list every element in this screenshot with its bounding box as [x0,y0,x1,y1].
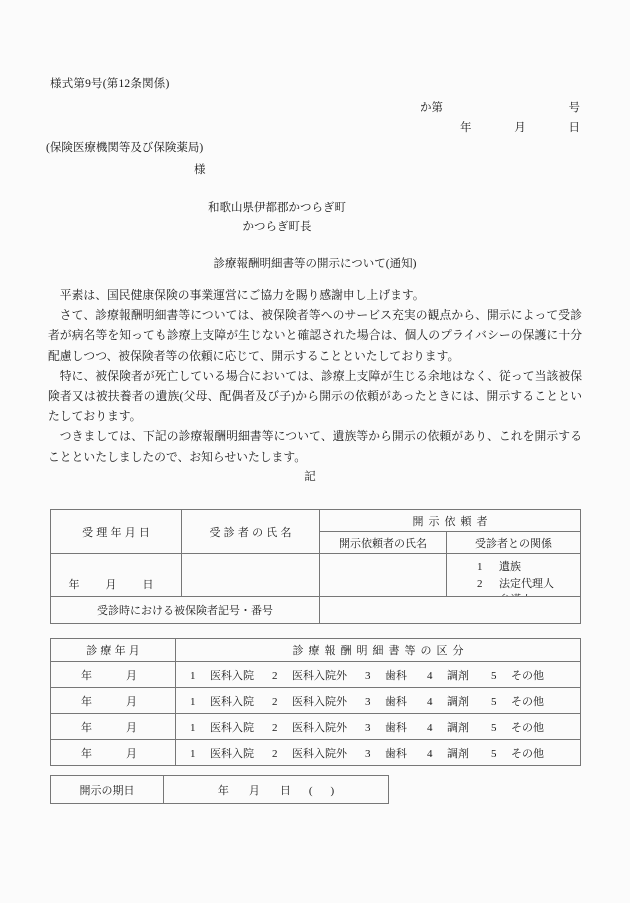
month-label: 月 [105,579,117,591]
claim-type-option[interactable]: 4 調剤 [427,747,469,760]
date-month-label: 月 [514,122,526,134]
document-date-line [460,119,580,135]
claim-type-option[interactable]: 3 歯科 [365,747,407,760]
treatment-month-input[interactable]: 年 月 [51,662,176,688]
table-row [51,740,581,766]
claim-type-option[interactable]: 3 歯科 [365,721,407,734]
treatment-month-input[interactable]: 年 月 [51,740,176,766]
treatment-month-input[interactable]: 年 月 [51,714,176,740]
table-row [51,776,389,804]
claim-type-option[interactable]: 4 調剤 [427,695,469,708]
body-paragraph: 特に、被保険者が死亡している場合においては、診療上支障が生じる余地はなく、従って当該被保険者又は被扶養者の遺族(父母、配偶者及び子)から開示の依頼があったときには、開示することといたしております。 [48,368,582,424]
notice-body [48,285,582,467]
header-requester-name: 開示依頼者の氏名 [320,532,447,554]
year-label: 年 [217,784,229,797]
claim-type-option[interactable]: 3 歯科 [365,695,407,708]
deadline-label: 開示の期日 [51,776,164,804]
claim-type-option[interactable]: 5 その他 [491,721,544,734]
claim-type-option[interactable]: 2 医科入院外 [272,747,347,760]
ki-marker: 記 [304,471,316,483]
relation-option[interactable]: 1 遺族 [477,561,521,574]
body-paragraph: つきましては、下記の診療報酬明細書等について、遺族等から開示の依頼があり、これを開示することといたしましたので、お知らせいたします。 [48,429,582,464]
claims-table [50,638,581,766]
relation-option[interactable]: 2 法定代理人 [477,577,554,590]
claim-type-options[interactable] [176,688,581,714]
insured-number-label: 受診時における被保険者記号・番号 [51,597,320,624]
document-number-prefix: か第 [420,102,443,114]
date-year-label: 年 [460,122,472,134]
insured-number-input[interactable] [320,597,581,624]
document-number-suffix: 号 [568,102,580,114]
claim-type-options[interactable] [176,662,581,688]
issuer-organization: 和歌山県伊都郡かつらぎ町 [208,202,346,214]
header-relation: 受診者との関係 [447,532,581,554]
claim-type-options[interactable] [176,740,581,766]
deadline-table [50,775,389,804]
body-paragraph: 平素は、国民健康保険の事業運営にご協力を賜り感謝申し上げます。 [59,288,425,302]
deadline-date-input[interactable] [164,776,389,804]
issuer-title: かつらぎ町長 [242,221,312,233]
claim-type-option[interactable]: 2 医科入院外 [272,721,347,734]
table-row [51,597,581,624]
month-label: 月 [248,784,260,797]
weekday-paren-open: ( [308,784,313,797]
notice-title: 診療報酬明細書等の開示について(通知) [213,258,417,270]
recipient-organization: (保険医療機関等及び保険薬局) [46,142,204,154]
document-number-line [420,99,580,115]
claim-type-option[interactable]: 4 調剤 [427,669,469,682]
claim-type-options[interactable] [176,714,581,740]
claim-type-option[interactable]: 5 その他 [491,669,544,682]
body-paragraph: さて、診療報酬明細書等については、被保険者等へのサービス充実の観点から、開示によって受診者が病名等を知っても診療上支障が生じないと確認された場合は、個人のプライバシーの保護に十分配慮しつつ、被保険者等の依頼に応じて、開示することといたしております。 [48,308,582,363]
header-requester-group: 開示依頼者 [320,510,581,532]
claim-type-option[interactable]: 2 医科入院外 [272,695,347,708]
claim-type-option[interactable]: 5 その他 [491,695,544,708]
year-label: 年 [68,579,80,591]
claim-type-option[interactable]: 3 歯科 [365,669,407,682]
table-row [51,714,581,740]
claim-type-option[interactable]: 1 医科入院 [190,669,254,682]
treatment-month-input[interactable]: 年 月 [51,688,176,714]
claim-type-option[interactable]: 5 その他 [491,747,544,760]
claim-type-option[interactable]: 1 医科入院 [190,695,254,708]
insured-number-table [50,596,581,624]
day-label: 日 [142,579,154,591]
header-receipt-date: 受理年月日 [51,510,182,554]
table-row [51,510,581,532]
table-row [51,662,581,688]
claim-type-option[interactable]: 1 医科入院 [190,721,254,734]
claim-type-option[interactable]: 1 医科入院 [190,747,254,760]
table-row [51,639,581,662]
form-number: 様式第9号(第12条関係) [50,78,170,90]
claim-type-option[interactable]: 4 調剤 [427,721,469,734]
weekday-paren-close: ) [330,784,335,797]
claim-type-option[interactable]: 2 医科入院外 [272,669,347,682]
table-row [51,688,581,714]
recipient-honorific: 様 [194,164,206,176]
header-treatment-month: 診療年月 [51,639,176,662]
date-day-label: 日 [568,122,580,134]
header-claim-type: 診療報酬明細書等の区分 [176,639,581,662]
day-label: 日 [279,784,291,797]
header-patient-name: 受診者の氏名 [182,510,320,554]
